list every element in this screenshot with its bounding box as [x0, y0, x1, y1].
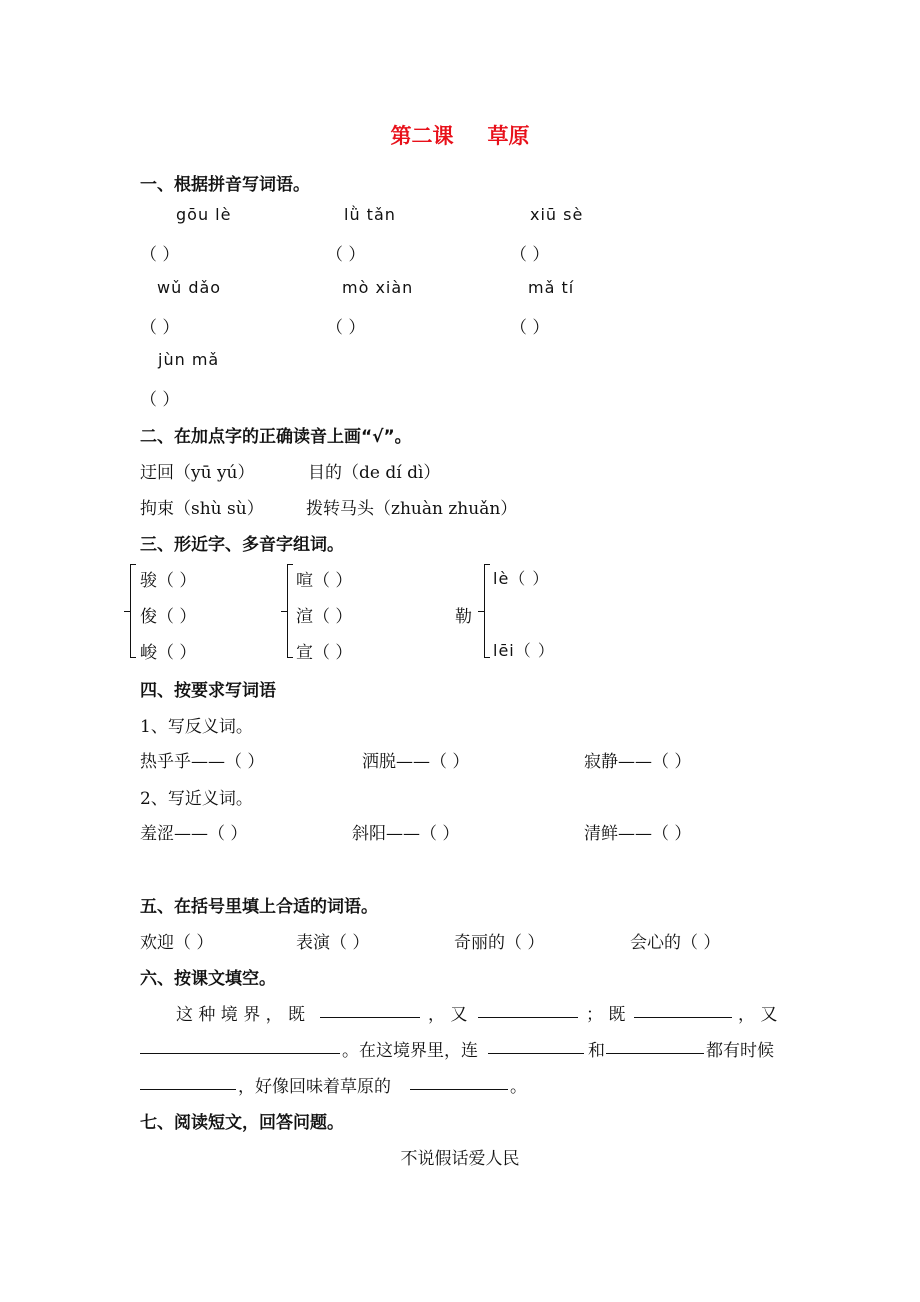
answer-blank[interactable]: （ ）: [140, 318, 180, 338]
word-group-item[interactable]: 宣（ ）: [296, 643, 353, 663]
reading-item[interactable]: 拨转马头（zhuàn zhuǎn）: [306, 499, 518, 519]
word-group-item[interactable]: 俊（ ）: [140, 607, 197, 627]
cloze-blank[interactable]: [140, 1037, 340, 1054]
fill-item[interactable]: 会心的（ ）: [630, 933, 721, 953]
answer-blank[interactable]: （ ）: [326, 245, 366, 265]
section-2-heading: 二、在加点字的正确读音上画“√”。: [140, 427, 412, 447]
fill-item[interactable]: 表演（ ）: [296, 933, 370, 953]
cloze-text: ， 又: [738, 1005, 778, 1025]
section-1-heading: 一、根据拼音写词语。: [140, 175, 310, 195]
cloze-text: ； 既: [586, 1005, 626, 1025]
word-group-item[interactable]: 峻（ ）: [140, 643, 197, 663]
cloze-text: ，好像回味着草原的: [238, 1077, 391, 1097]
cloze-text: 都有时候: [706, 1041, 774, 1061]
section-6-heading: 六、按课文填空。: [140, 969, 276, 989]
cloze-text: 这 种 境 界 ， 既: [176, 1005, 306, 1025]
synonym-item[interactable]: 羞涩——（ ）: [140, 824, 248, 844]
fill-item[interactable]: 欢迎（ ）: [140, 933, 214, 953]
subheading-antonyms: 1、写反义词。: [140, 717, 253, 737]
reading-item[interactable]: 拘束（shù sù）: [140, 499, 264, 519]
lesson-name: 草原: [487, 124, 530, 148]
antonym-item[interactable]: 热乎乎——（ ）: [140, 752, 265, 772]
pinyin-7: jùn mǎ: [158, 350, 220, 369]
section-7-heading: 七、阅读短文，回答问题。: [140, 1113, 344, 1133]
antonym-item[interactable]: 洒脱——（ ）: [362, 752, 470, 772]
word-group-item[interactable]: 渲（ ）: [296, 607, 353, 627]
reading-item[interactable]: 目的（de dí dì）: [308, 463, 441, 483]
word-group-item[interactable]: 喧（ ）: [296, 571, 353, 591]
answer-blank[interactable]: （ ）: [510, 245, 550, 265]
section-5-heading: 五、在括号里填上合适的词语。: [140, 897, 378, 917]
pinyin-4: wǔ dǎo: [157, 278, 222, 297]
section-4-heading: 四、按要求写词语: [140, 681, 276, 701]
lesson-number: 第二课: [390, 124, 454, 148]
synonym-item[interactable]: 清鲜——（ ）: [584, 824, 692, 844]
page-title: [0, 120, 920, 150]
cloze-text: 。在这境界里，连: [342, 1041, 478, 1061]
pinyin-6: mǎ tí: [528, 278, 575, 297]
brace: [287, 564, 294, 658]
cloze-blank[interactable]: [488, 1037, 584, 1054]
passage-title: 不说假话爱人民: [400, 1149, 520, 1169]
word-group-item[interactable]: lè（ ）: [493, 569, 550, 588]
word-group-item[interactable]: 骏（ ）: [140, 571, 197, 591]
cloze-blank[interactable]: [140, 1073, 236, 1090]
subheading-synonyms: 2、写近义词。: [140, 789, 253, 809]
brace: [130, 564, 137, 658]
pinyin-2: lǜ tǎn: [344, 205, 396, 224]
cloze-blank[interactable]: [606, 1037, 704, 1054]
brace: [484, 564, 491, 658]
cloze-text: 和: [588, 1041, 605, 1061]
cloze-blank[interactable]: [634, 1001, 732, 1018]
answer-blank[interactable]: （ ）: [326, 318, 366, 338]
cloze-blank[interactable]: [320, 1001, 420, 1018]
reading-item[interactable]: 迂回（yū yú）: [140, 463, 255, 483]
cloze-blank[interactable]: [478, 1001, 578, 1018]
cloze-blank[interactable]: [410, 1073, 508, 1090]
answer-blank[interactable]: （ ）: [140, 390, 180, 410]
pinyin-5: mò xiàn: [342, 278, 414, 297]
pinyin-3: xiū sè: [530, 205, 584, 224]
pinyin-1: gōu lè: [176, 205, 232, 224]
antonym-item[interactable]: 寂静——（ ）: [584, 752, 692, 772]
polyphone-char: 勒: [455, 607, 472, 627]
synonym-item[interactable]: 斜阳——（ ）: [352, 824, 460, 844]
answer-blank[interactable]: （ ）: [510, 318, 550, 338]
fill-item[interactable]: 奇丽的（ ）: [454, 933, 545, 953]
cloze-text: 。: [510, 1077, 527, 1097]
answer-blank[interactable]: （ ）: [140, 245, 180, 265]
section-3-heading: 三、形近字、多音字组词。: [140, 535, 344, 555]
word-group-item[interactable]: lēi（ ）: [493, 641, 555, 660]
cloze-text: ， 又: [428, 1005, 468, 1025]
